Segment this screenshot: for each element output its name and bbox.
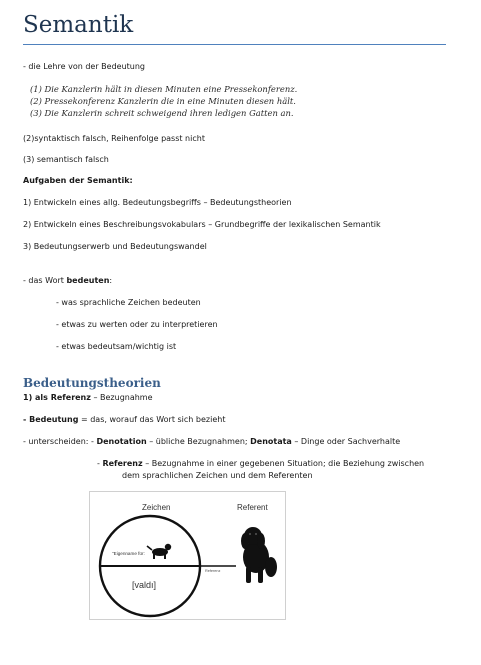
word-line xyxy=(23,276,112,286)
note-semantic: (3) semantisch falsch xyxy=(23,155,109,164)
reference-diagram xyxy=(89,491,286,620)
referenz-label: 1) als Referenz xyxy=(23,393,91,402)
denotata-label: Denotata xyxy=(250,437,292,446)
eigenname-label: "Eigenname für: xyxy=(112,551,145,556)
unterscheiden-line xyxy=(23,437,400,447)
intro-line: - die Lehre von der Bedeutung xyxy=(23,62,145,71)
word-prefix: - das Wort xyxy=(23,276,67,285)
referenz-rest: – Bezugnahme xyxy=(90,393,153,402)
denotation-rest: – übliche Bezugnahmen; xyxy=(146,437,251,446)
task-2: 2) Entwickeln eines Beschreibungsvokabulars – Grundbegriffe der lexikalischen Semantik xyxy=(23,220,381,229)
referenz-def-line-2: dem sprachlichen Zeichen und dem Referenten xyxy=(122,471,313,480)
referenz-def-label: Referenz xyxy=(102,459,143,468)
meaning-3: - etwas bedeutsam/wichtig ist xyxy=(56,342,177,351)
page-title: Semantik xyxy=(23,12,134,38)
meaning-1: - was sprachliche Zeichen bedeuten xyxy=(56,298,201,307)
example-sentence-3: (3) Die Kanzlerin schreit schweigend ihren ledigen Gatten an. xyxy=(30,108,294,118)
title-divider xyxy=(23,44,446,45)
meaning-2: - etwas zu werten oder zu interpretieren xyxy=(56,320,218,329)
tasks-heading: Aufgaben der Semantik: xyxy=(23,176,133,185)
referenz-line xyxy=(23,393,153,403)
word-term: bedeuten xyxy=(66,276,110,285)
denotation-label: Denotation xyxy=(96,437,147,446)
referent-label: Referent xyxy=(237,503,268,512)
task-3: 3) Bedeutungserwerb und Bedeutungswandel xyxy=(23,242,207,251)
bedeutung-line xyxy=(23,415,225,425)
unterscheiden-prefix: - unterscheiden: - xyxy=(23,437,97,446)
denotata-rest: – Dinge oder Sachverhalte xyxy=(291,437,401,446)
referenz-def-line-1 xyxy=(97,459,424,469)
section-heading-bedeutungstheorien: Bedeutungstheorien xyxy=(23,376,161,390)
word-suffix: : xyxy=(109,276,113,285)
reference-diagram-svg xyxy=(90,492,285,619)
bedeutung-rest: = das, worauf das Wort sich bezieht xyxy=(78,415,226,424)
example-sentence-2: (2) Pressekonferenz Kanzlerin die in eine Minuten diesen hält. xyxy=(30,96,296,106)
referenz-def-prefix: - xyxy=(97,459,103,468)
referenz-def-rest: – Bezugnahme in einer gegebenen Situation; die Beziehung zwischen xyxy=(142,459,425,468)
small-dog-icon xyxy=(147,544,171,559)
example-sentence-1: (1) Die Kanzlerin hält in diesen Minuten eine Pressekonferenz. xyxy=(30,84,298,94)
zeichen-label: Zeichen xyxy=(142,503,171,512)
dog-referent-icon xyxy=(241,527,277,583)
bedeutung-label: - Bedeutung xyxy=(23,415,79,424)
referenz-arrow-label: Referenz xyxy=(205,569,221,573)
task-1: 1) Entwickeln eines allg. Bedeutungsbegriffs – Bedeutungstheorien xyxy=(23,198,292,207)
note-syntactic: (2)syntaktisch falsch, Reihenfolge passt nicht xyxy=(23,134,205,143)
valdi-label: [valdı] xyxy=(132,580,157,590)
